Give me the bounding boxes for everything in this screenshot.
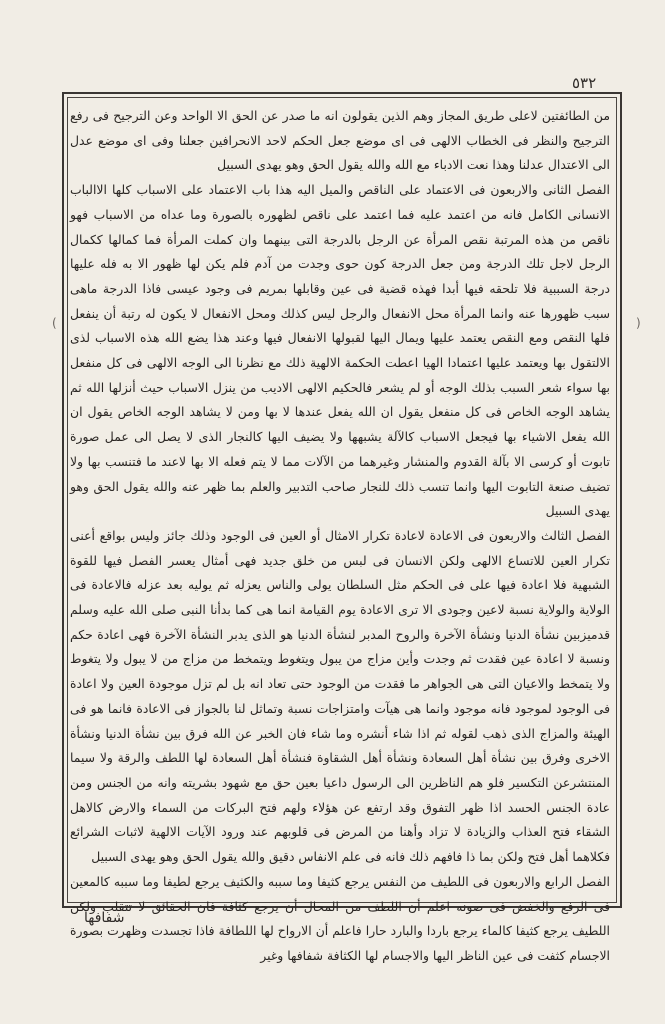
paragraph-chapter-42: الفصل الثانى والاربعون فى الاعتماد على الناقص والميل اليه هذا باب الاعتماد على الاسباب كلها الاالباب الانسانى الكامل فانه من اعتمد عليه فما اعتمد على ناقص لظهوره بالصورة وما عداه من الاسباب فهو ناقص من هذه المرتبة نقص المرأة عن الرجل بالدرجة التى بينهما وان كملت المرأة فما كمالها ككمال الرجل لاجل تلك الدرجة ومن جعل الدرجة كون حوى وجدت من آدم فلم يكن لها ظهور الا به فله عليها درجة السببية فلا تلحقه فيها أبدا فهذه قضية فى عين وقابلها بمريم فى وجود عيسى فاذا الدرجة ماهى سبب ظهورها عنه وانما المرأة محل الانفعال والرجل ليس كذلك ومحل الانفعال لا يكون له رتبة أن ينفعل فلها النقص ومع النقص يعتمد عليها ويمال اليها لقبولها الانفعال فيها وعند هذا يضع الله هذه الاسباب لذى الالتقول بها ويعتمد عليها اعتمادا الهيا اعطت الحكمة الالهية ذلك مع نظرنا الى الوجه الالهى فى كل منفعل بها سواء شعر السبب بذلك الوجه أو لم يشعر فالحكيم الالهى الاديب من ينزل الاسباب حيث أنزلها الله ثم يشاهد الوجه الخاص فى كل منفعل يقول ان الله يفعل عندها لا بها ومن لا يشاهد الوجه الخاص يقول ان الله يفعل الاشياء بها فيجعل الاسباب كالآلة يشبهها ولا يضيف اليها كالنجار الذى لا يصل الى عمل صورة تابوت أو كرسى الا بآلة القدوم والمنشار وغيرهما من الآلات مما لا يتم فعله الا بها لاعند ما فتنسب بها ولا تضيف صنعة التابوت اليها وانما تنسب ذلك للنجار صاحب التدبير والعلم بما ظهر عنه والله يقول الحق وهو يهدى السبيل	[70, 182, 610, 519]
paragraph-chapter-43: الفصل الثالث والاربعون فى الاعادة لاعادة تكرار الامثال أو العين فى الوجود وذلك جائز وليس بواقع أعنى تكرار العين للاتساع الالهى ولكن الانسان فى لبس من خلق جديد فهى أمثال يعسر الفصل فيها للقوة الشبهية فلا اعادة فيها على فى الحكم مثل السلطان يولى والناس يعزله ثم يوليه بعد عزله فالاعادة فى الولاية والولاية نسبة لاعين وجودى الا ترى الاعادة يوم القيامة انما هى كما بدأنا النبى صلى الله عليه وسلم قدميزبين نشأة الدنيا ونشأة الآخرة والروح المدبر لنشأة الدنيا هو الذى يدبر النشأة الآخرة فهى اعادة حكم ونسبة لا اعادة عين فقدت ثم وجدت وأين مزاج من يبول ويتغوط ويتمخط من مزاج من لا يبول ولا يتغوط ولا يتمخط والاعيان التى هى الجواهر ما فقدت من الوجود حتى تعاد انه بل لم تزل موجودة العين ولا اعادة فى الوجود لموجود فانه موجود وانما هى هيآت وامتزاجات نسبة وتماثل لنا بالجواز فى الاعادة فانما هو فى الهيئة والمزاج الذى ذهب لقوله ثم اذا شاء أنشره وما شاء فان الخبر عن الله فرق بين نشأة الدنيا ونشأة الاخرى وفرق بين نشأة أهل السعادة ونشأة أهل الشقاوة فنشأة أهل السعادة لها اللطف والرقة ولا سيما المنتشرعن التكسير فلو هم الناظرين الى الرسول داعيا بعين حق مع شهود بشريته وانه من الجنس ومن عادة الجنس الحسد اذا ظهر التفوق وقد ارتفع عن هؤلاء ولهم فتح البركات من السماء والارض كالاهل الشقاء فتح العذاب والزيادة لا تزاد وأهنا من المرض فى قلوبهم عند ورود الآيات الالهية لاثبات الشرائع فكلاهما أهل فتح ولكن بما ذا فافهم ذلك فانه فى علم الانفاس دقيق والله يقول الحق وهو يهدى السبيل	[70, 527, 610, 865]
paragraph-intro: من الطائفتين لاعلى طريق المجاز وهم الذين يقولون انه ما صدر عن الحق الا الواحد وعن الترجيح فى رفع الترجيح والنظر فى الخطاب الالهى فى اى موضع جعل الحكم لاحد الانحرافين جعلنا وفى اى موضع عدل الى الاعتدال عدلنا وهذا نعت الادباء مع الله والله يقول الحق وهو يهدى السبيل	[70, 108, 610, 173]
margin-mark-right: )	[636, 316, 641, 330]
margin-mark-left: (	[52, 316, 57, 330]
paragraph-chapter-44: الفصل الرابع والاربعون فى اللطيف من النفس يرجع كثيفا وما سببه والكثيف يرجع لطيفا وما سببه كالمعين فى الرفع والخفض فى صونه اعلم أن اللطف من المحال أن يرجع كثافة فان الحقائق لا تتقلب ولكن اللطيف يرجع كثيفا كالماء يرجع باردا والبارد حارا فاعلم أن الارواح لها اللطافة فاذا تجسدت وظهرت بصورة الاجسام كثفت فى عين الناظر اليها والاجسام لها الكثافة شفافها وغير	[70, 873, 610, 963]
page-number: ٥٣٢	[572, 74, 597, 92]
catchword: شفافها	[84, 910, 125, 926]
text-block	[70, 104, 610, 963]
